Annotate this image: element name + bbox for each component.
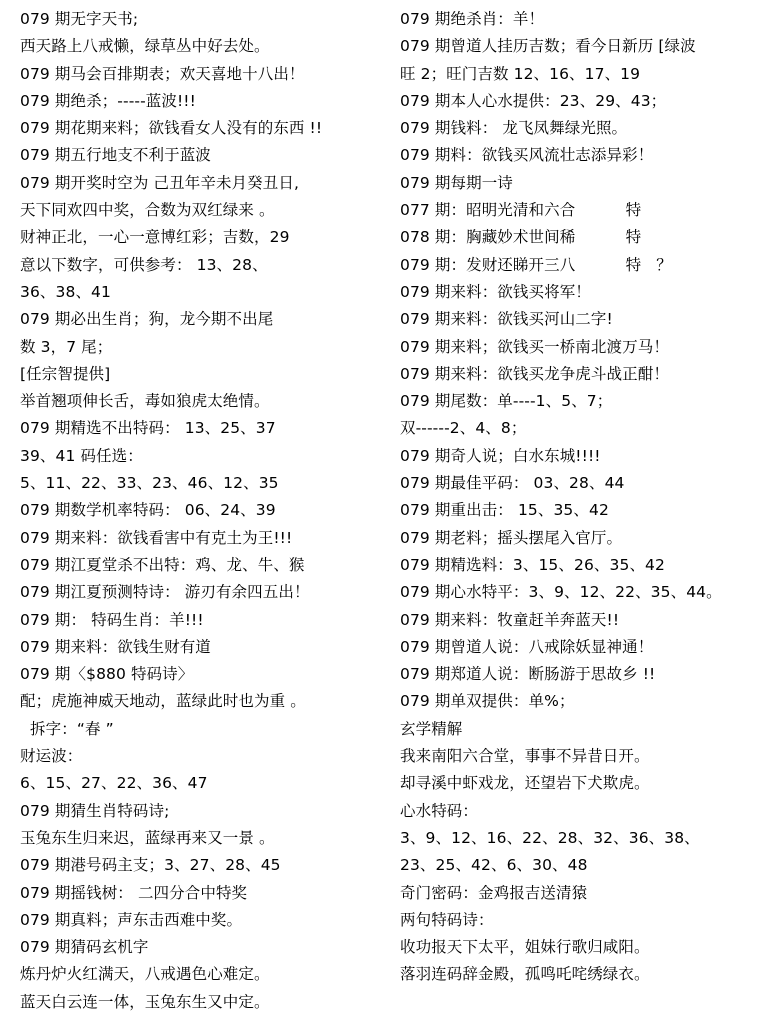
left-text-line: 西天路上八戒懒，绿草丛中好去处。 [20,37,270,56]
left-text-line: 079 期港号码主支；3、27、28、45 [20,856,281,875]
right-text-line: 079 期每期一诗 [400,173,513,192]
right-text-line: 玄学精解 [400,719,463,738]
left-text-line: 6、15、27、22、36、47 [20,774,208,793]
left-text-line: 36、38、41 [20,282,111,301]
right-text-line: 心水特码： [400,801,479,820]
right-text-line: 079 期单双提供：单%； [400,692,575,711]
right-text-line: 落羽连码辞金殿，孤鸣吒咤绣绿衣。 [400,965,650,984]
right-text-line: 078 期：胸藏妙术世间稀 特 [400,228,642,247]
left-text-line: 079 期开奖时空为 己丑年辛未月癸丑日, [20,173,299,192]
right-text-line: 079 期：发财还睇开三八 特 ？ [400,255,672,274]
right-text-line: 079 期来料：欲钱买将军！ [400,282,591,301]
left-text-line: [任宗智提供] [20,364,111,383]
right-text-line: 079 期心水特平：3、9、12、22、35、44。 [400,583,722,602]
left-text-line: 079 期江夏预测特诗： 游刃有余四五出！ [20,583,310,602]
left-text-line: 意以下数字，可供参考： 13、28、 [20,255,268,274]
left-column [20,6,400,1024]
left-text-line: 数 3，7 尾； [20,337,113,356]
left-text-line: 079 期精选不出特码： 13、25、37 [20,419,276,438]
left-text-line: 079 期必出生肖；狗，龙今期不出尾 [20,310,274,329]
left-text-line: 配；虎施神威天地动，蓝绿此时也为重 。 [20,692,306,711]
left-text-line: 079 期马会百排期表；欢天喜地十八出！ [20,64,305,83]
right-text-line: 079 期精选料：3、15、26、35、42 [400,555,665,574]
right-text-line: 079 期曾道人挂历吉数；看今日新历 [绿波 [400,37,696,56]
left-text-line: 079 期〈$880 特码诗〉 [20,665,194,684]
left-text-line: 财运波： [20,747,83,766]
right-text-line: 077 期：昭明光清和六合 特 [400,201,642,220]
right-text-line: 079 期尾数：单----1、5、7； [400,392,613,411]
right-text-line: 079 期来料；欲钱买一桥南北渡万马！ [400,337,669,356]
right-text-line: 079 期本人心水提供：23、29、43； [400,91,667,110]
left-text-line: 079 期摇钱树： 二四分合中特奖 [20,883,248,902]
right-text-line: 079 期料：欲钱买风流壮志添异彩！ [400,146,654,165]
left-text-line: 079 期花期来料；欲钱看女人没有的东西 !! [20,119,323,138]
right-text-line: 079 期郑道人说：断肠游于思故乡 !! [400,665,656,684]
right-text-line: 079 期来料：欲钱买龙争虎斗战正酣！ [400,364,669,383]
left-text-line: 079 期猜码玄机字 [20,938,149,957]
left-text-line: 5、11、22、33、23、46、12、35 [20,474,279,493]
left-text-line: 举首翘项伸长舌，毒如狼虎太绝情。 [20,392,270,411]
left-text-line: 079 期来料：欲钱看害中有克土为王!!! [20,528,293,547]
left-text-line: 079 期无字天书; [20,10,139,28]
left-text-line: 蓝天白云连一体，玉兔东生又中定。 [20,992,270,1011]
left-text-line: 财神正北，一心一意博红彩；吉数，29 [20,228,290,247]
left-text-line: 079 期： 特码生肖：羊!!! [20,610,204,629]
right-text-line: 079 期来料：牧童赶羊奔蓝天!! [400,610,620,629]
left-text-line: 079 期真料；声东击西难中奖。 [20,910,243,929]
right-column [400,6,762,1024]
left-text-line: 079 期绝杀；-----蓝波!!! [20,91,196,110]
right-text-line: 079 期曾道人说：八戒除妖显神通！ [400,637,654,656]
right-text-line: 我来南阳六合堂，事事不异昔日开。 [400,747,650,766]
right-text-line: 23、25、42、6、30、48 [400,856,588,875]
right-text-line: 079 期来料：欲钱买河山二字! [400,310,613,329]
right-text-line: 收功报天下太平，姐妹行歌归咸阳。 [400,938,650,957]
right-text-line: 奇门密码：金鸡报吉送清猿 [400,883,588,902]
right-text-line: 却寻溪中虾戏龙，还望岩下犬欺虎。 [400,774,650,793]
right-text-line: 两句特码诗： [400,910,494,929]
right-text-line: 079 期最佳平码： 03、28、44 [400,474,625,493]
left-text-line: 拆字：“春 ” [20,719,114,738]
left-text-line: 炼丹炉火红满天，八戒遇色心难定。 [20,965,270,984]
right-text-line: 079 期绝杀肖：羊！ [400,10,545,28]
left-text-line: 39、41 码任选： [20,446,143,465]
right-text-line: 079 期老料；摇头摆尾入官厅。 [400,528,623,547]
left-text-line: 079 期江夏堂杀不出特：鸡、龙、牛、猴 [20,555,305,574]
left-text-line: 079 期猜生肖特码诗; [20,801,170,820]
right-text-line: 3、9、12、16、22、28、32、36、38、 [400,828,700,847]
right-text-line: 079 期重出击： 15、35、42 [400,501,609,520]
left-text-line: 079 期五行地支不利于蓝波 [20,146,211,165]
right-text-line: 旺 2；旺门吉数 12、16、17、19 [400,64,641,83]
left-text-line: 玉兔东生归来迟，蓝绿再来又一景 。 [20,828,275,847]
right-text-line: 079 期奇人说；白水东城!!!! [400,446,601,465]
right-text-line: 079 期钱料： 龙飞凤舞绿光照。 [400,119,628,138]
left-text-line: 079 期来料：欲钱生财有道 [20,637,211,656]
right-text-line: 双------2、4、8； [400,419,527,438]
left-text-line: 天下同欢四中奖，合数为双红绿来 。 [20,201,275,220]
left-text-line: 079 期数学机率特码： 06、24、39 [20,501,276,520]
